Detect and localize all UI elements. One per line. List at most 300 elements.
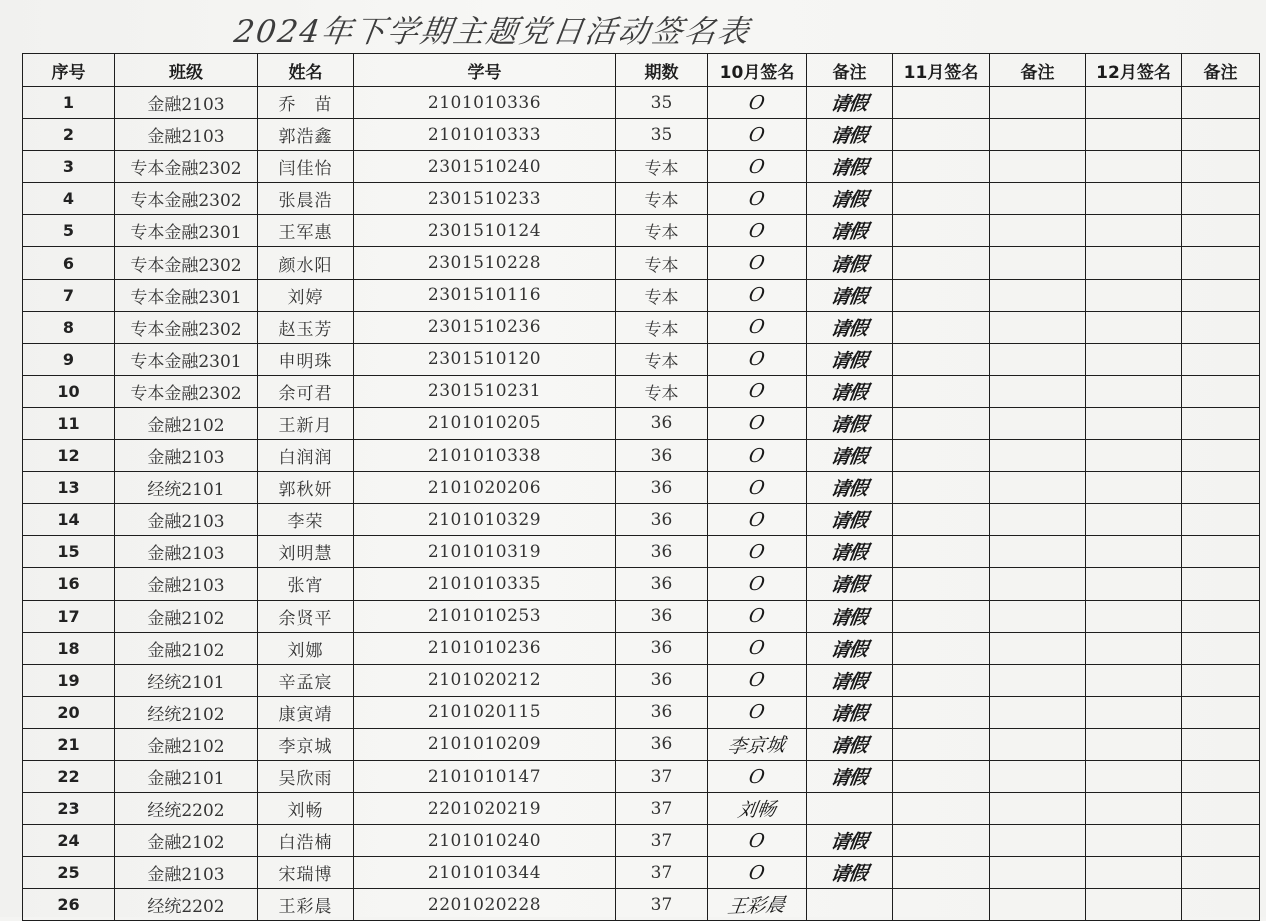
cell-dec-sign: [1086, 215, 1182, 247]
table-body: [23, 87, 1260, 921]
cell-class: 金融2102: [115, 825, 258, 857]
cell-dec-note: [1182, 215, 1260, 247]
cell-term: 37: [616, 857, 708, 889]
table-row: [23, 119, 1260, 151]
cell-seq: 19: [23, 664, 115, 696]
table-row: [23, 793, 1260, 825]
handwritten-signature: O: [747, 668, 767, 692]
cell-oct-sign: [708, 504, 807, 536]
cell-class: 经统2102: [115, 696, 258, 728]
cell-dec-sign: [1086, 536, 1182, 568]
cell-oct-note: [807, 215, 893, 247]
handwritten-note: 请假: [829, 381, 869, 405]
cell-class: 金融2103: [115, 568, 258, 600]
cell-dec-sign: [1086, 87, 1182, 119]
cell-dec-note: [1182, 87, 1260, 119]
handwritten-signature: O: [747, 91, 767, 114]
cell-student-id: 2301510240: [354, 151, 616, 183]
cell-nov-note: [990, 889, 1086, 921]
cell-oct-sign: [708, 728, 807, 760]
cell-oct-note: [807, 279, 893, 311]
handwritten-note: 请假: [829, 252, 869, 277]
handwritten-signature: O: [747, 701, 767, 724]
cell-nov-note: [990, 664, 1086, 696]
cell-name: 乔 苗: [258, 87, 354, 119]
cell-dec-sign: [1086, 279, 1182, 311]
cell-name: 刘娜: [258, 632, 354, 664]
cell-nov-note: [990, 215, 1086, 247]
cell-student-id: 2101020115: [354, 696, 616, 728]
handwritten-note: 请假: [829, 830, 869, 854]
cell-nov-sign: [893, 472, 990, 504]
handwritten-signature: O: [747, 636, 767, 660]
cell-oct-sign: [708, 857, 807, 889]
cell-dec-note: [1182, 600, 1260, 632]
cell-dec-note: [1182, 889, 1260, 921]
header-dec-note: 备注: [1182, 54, 1260, 87]
cell-dec-note: [1182, 183, 1260, 215]
cell-class: 金融2103: [115, 440, 258, 472]
handwritten-signature: O: [747, 412, 767, 435]
cell-nov-sign: [893, 279, 990, 311]
cell-dec-sign: [1086, 375, 1182, 407]
cell-oct-sign: [708, 247, 807, 279]
cell-oct-note: [807, 825, 893, 857]
handwritten-note: 请假: [829, 445, 869, 469]
cell-dec-note: [1182, 632, 1260, 664]
cell-term: 专本: [616, 343, 708, 375]
cell-seq: 21: [23, 728, 115, 760]
cell-name: 刘明慧: [258, 536, 354, 568]
cell-name: 张晨浩: [258, 183, 354, 215]
table-row: [23, 247, 1260, 279]
cell-oct-sign: [708, 151, 807, 183]
cell-dec-sign: [1086, 343, 1182, 375]
table-row: [23, 472, 1260, 504]
cell-dec-note: [1182, 728, 1260, 760]
cell-nov-sign: [893, 632, 990, 664]
cell-term: 专本: [616, 151, 708, 183]
cell-seq: 3: [23, 151, 115, 183]
handwritten-signature: O: [747, 380, 767, 403]
cell-seq: 4: [23, 183, 115, 215]
cell-seq: 7: [23, 279, 115, 311]
cell-class: 金融2102: [115, 632, 258, 664]
cell-nov-sign: [893, 600, 990, 632]
handwritten-note: 请假: [829, 638, 869, 662]
table-row: [23, 440, 1260, 472]
cell-nov-sign: [893, 183, 990, 215]
cell-nov-sign: [893, 825, 990, 857]
cell-oct-sign: [708, 472, 807, 504]
handwritten-note: 请假: [829, 573, 869, 598]
table-row: [23, 696, 1260, 728]
cell-dec-sign: [1086, 760, 1182, 792]
cell-seq: 8: [23, 311, 115, 343]
table-row: [23, 151, 1260, 183]
cell-seq: 11: [23, 407, 115, 439]
cell-nov-sign: [893, 311, 990, 343]
cell-term: 36: [616, 440, 708, 472]
cell-student-id: 2101010335: [354, 568, 616, 600]
handwritten-note: 请假: [829, 124, 869, 148]
cell-oct-note: [807, 857, 893, 889]
cell-oct-sign: [708, 632, 807, 664]
handwritten-signature: O: [747, 604, 767, 628]
cell-student-id: 2301510233: [354, 183, 616, 215]
cell-nov-sign: [893, 760, 990, 792]
cell-dec-sign: [1086, 247, 1182, 279]
handwritten-note: 请假: [829, 862, 869, 886]
cell-seq: 14: [23, 504, 115, 536]
cell-class: 经统2202: [115, 793, 258, 825]
cell-name: 郭浩鑫: [258, 119, 354, 151]
cell-term: 36: [616, 632, 708, 664]
handwritten-signature: O: [747, 348, 767, 371]
cell-dec-sign: [1086, 504, 1182, 536]
cell-nov-sign: [893, 375, 990, 407]
cell-student-id: 2301510116: [354, 279, 616, 311]
handwritten-signature: O: [747, 572, 767, 596]
cell-dec-sign: [1086, 183, 1182, 215]
cell-oct-sign: [708, 760, 807, 792]
cell-name: 康寅靖: [258, 696, 354, 728]
cell-name: 宋瑞博: [258, 857, 354, 889]
cell-class: 金融2102: [115, 728, 258, 760]
cell-student-id: 2301510228: [354, 247, 616, 279]
cell-seq: 9: [23, 343, 115, 375]
cell-oct-sign: [708, 536, 807, 568]
cell-seq: 25: [23, 857, 115, 889]
cell-term: 36: [616, 600, 708, 632]
cell-nov-note: [990, 440, 1086, 472]
header-dec-sign: 12月签名: [1086, 54, 1182, 87]
header-row: [23, 54, 1260, 87]
cell-dec-note: [1182, 793, 1260, 825]
cell-oct-sign: [708, 119, 807, 151]
cell-name: 辛孟宸: [258, 664, 354, 696]
cell-oct-note: [807, 728, 893, 760]
handwritten-note: 请假: [829, 766, 869, 790]
cell-term: 专本: [616, 311, 708, 343]
cell-name: 余贤平: [258, 600, 354, 632]
cell-oct-note: [807, 600, 893, 632]
cell-dec-sign: [1086, 600, 1182, 632]
sheet-title: 2024年下学期主题党日活动签名表: [231, 14, 753, 50]
table-row: [23, 311, 1260, 343]
cell-class: 专本金融2301: [115, 279, 258, 311]
header-student-id: 学号: [354, 54, 616, 87]
cell-dec-sign: [1086, 407, 1182, 439]
cell-name: 李荣: [258, 504, 354, 536]
table-row: [23, 343, 1260, 375]
cell-nov-sign: [893, 151, 990, 183]
cell-oct-sign: [708, 215, 807, 247]
cell-term: 35: [616, 119, 708, 151]
cell-term: 专本: [616, 247, 708, 279]
table-row: [23, 857, 1260, 889]
cell-oct-note: [807, 151, 893, 183]
cell-nov-note: [990, 151, 1086, 183]
cell-nov-note: [990, 696, 1086, 728]
cell-oct-note: [807, 440, 893, 472]
cell-dec-note: [1182, 151, 1260, 183]
handwritten-note: 请假: [829, 413, 869, 437]
cell-class: 金融2103: [115, 87, 258, 119]
cell-dec-sign: [1086, 825, 1182, 857]
cell-student-id: 2101010253: [354, 600, 616, 632]
table-row: [23, 728, 1260, 760]
cell-class: 专本金融2302: [115, 151, 258, 183]
cell-student-id: 2101010240: [354, 825, 616, 857]
cell-oct-note: [807, 793, 893, 825]
cell-dec-sign: [1086, 632, 1182, 664]
signature-table: [22, 53, 1260, 921]
cell-student-id: 2101010338: [354, 440, 616, 472]
cell-nov-note: [990, 375, 1086, 407]
cell-nov-note: [990, 632, 1086, 664]
handwritten-note: 请假: [829, 509, 869, 533]
cell-student-id: 2101010333: [354, 119, 616, 151]
header-oct-note: 备注: [807, 54, 893, 87]
handwritten-note: 请假: [829, 220, 869, 245]
cell-class: 专本金融2302: [115, 311, 258, 343]
cell-nov-sign: [893, 889, 990, 921]
cell-nov-sign: [893, 87, 990, 119]
cell-nov-sign: [893, 568, 990, 600]
cell-student-id: 2301510236: [354, 311, 616, 343]
cell-dec-note: [1182, 760, 1260, 792]
cell-oct-note: [807, 568, 893, 600]
cell-oct-note: [807, 504, 893, 536]
cell-class: 金融2102: [115, 407, 258, 439]
cell-oct-note: [807, 343, 893, 375]
cell-nov-sign: [893, 407, 990, 439]
cell-oct-sign: [708, 664, 807, 696]
cell-name: 白润润: [258, 440, 354, 472]
cell-name: 申明珠: [258, 343, 354, 375]
cell-dec-sign: [1086, 119, 1182, 151]
handwritten-note: 请假: [829, 477, 869, 501]
cell-term: 35: [616, 87, 708, 119]
cell-class: 金融2103: [115, 857, 258, 889]
cell-dec-note: [1182, 696, 1260, 728]
cell-nov-sign: [893, 504, 990, 536]
cell-class: 金融2103: [115, 119, 258, 151]
header-nov-sign: 11月签名: [893, 54, 990, 87]
cell-oct-note: [807, 87, 893, 119]
cell-term: 36: [616, 568, 708, 600]
cell-seq: 16: [23, 568, 115, 600]
handwritten-signature: O: [747, 187, 767, 211]
cell-seq: 17: [23, 600, 115, 632]
cell-class: 金融2102: [115, 600, 258, 632]
cell-dec-note: [1182, 536, 1260, 568]
cell-oct-sign: [708, 279, 807, 311]
cell-dec-sign: [1086, 696, 1182, 728]
cell-dec-note: [1182, 472, 1260, 504]
table-row: [23, 825, 1260, 857]
handwritten-signature: O: [747, 315, 767, 339]
cell-oct-note: [807, 183, 893, 215]
cell-dec-note: [1182, 311, 1260, 343]
cell-dec-sign: [1086, 472, 1182, 504]
cell-oct-note: [807, 247, 893, 279]
cell-name: 闫佳怡: [258, 151, 354, 183]
cell-term: 专本: [616, 215, 708, 247]
cell-seq: 6: [23, 247, 115, 279]
cell-term: 36: [616, 536, 708, 568]
cell-nov-note: [990, 407, 1086, 439]
cell-dec-note: [1182, 440, 1260, 472]
cell-nov-note: [990, 183, 1086, 215]
cell-student-id: 2201020228: [354, 889, 616, 921]
handwritten-signature: O: [747, 508, 767, 532]
cell-oct-note: [807, 375, 893, 407]
cell-name: 颜水阳: [258, 247, 354, 279]
handwritten-note: 请假: [829, 349, 869, 373]
handwritten-note: 请假: [829, 284, 869, 309]
cell-nov-sign: [893, 119, 990, 151]
table-row: [23, 568, 1260, 600]
table-row: [23, 760, 1260, 792]
cell-dec-sign: [1086, 440, 1182, 472]
cell-oct-sign: [708, 407, 807, 439]
header-nov-note: 备注: [990, 54, 1086, 87]
cell-student-id: 2101010236: [354, 632, 616, 664]
table-row: [23, 536, 1260, 568]
cell-nov-sign: [893, 536, 990, 568]
cell-nov-note: [990, 536, 1086, 568]
cell-oct-note: [807, 407, 893, 439]
cell-name: 王军惠: [258, 215, 354, 247]
handwritten-note: 请假: [829, 605, 869, 630]
cell-class: 金融2101: [115, 760, 258, 792]
cell-dec-sign: [1086, 664, 1182, 696]
handwritten-note: 请假: [829, 188, 869, 212]
cell-student-id: 2201020219: [354, 793, 616, 825]
cell-class: 专本金融2301: [115, 343, 258, 375]
cell-oct-note: [807, 472, 893, 504]
cell-name: 刘婷: [258, 279, 354, 311]
cell-term: 36: [616, 407, 708, 439]
table-row: [23, 183, 1260, 215]
header-term: 期数: [616, 54, 708, 87]
cell-dec-sign: [1086, 311, 1182, 343]
cell-oct-note: [807, 664, 893, 696]
cell-nov-sign: [893, 664, 990, 696]
cell-student-id: 2101020206: [354, 472, 616, 504]
cell-dec-sign: [1086, 568, 1182, 600]
cell-nov-note: [990, 87, 1086, 119]
handwritten-signature: O: [747, 155, 767, 178]
cell-class: 经统2101: [115, 472, 258, 504]
handwritten-note: 请假: [829, 92, 869, 116]
cell-student-id: 2101010209: [354, 728, 616, 760]
handwritten-note: 请假: [829, 734, 869, 758]
cell-oct-note: [807, 889, 893, 921]
cell-name: 白浩楠: [258, 825, 354, 857]
header-oct-sign: 10月签名: [708, 54, 807, 87]
cell-term: 36: [616, 504, 708, 536]
table-row: [23, 407, 1260, 439]
cell-dec-note: [1182, 375, 1260, 407]
table-row: [23, 504, 1260, 536]
cell-oct-sign: [708, 87, 807, 119]
cell-nov-sign: [893, 247, 990, 279]
cell-nov-note: [990, 311, 1086, 343]
cell-dec-sign: [1086, 889, 1182, 921]
cell-dec-note: [1182, 568, 1260, 600]
cell-nov-note: [990, 279, 1086, 311]
handwritten-signature: O: [747, 765, 767, 788]
table-row: [23, 600, 1260, 632]
handwritten-signature: O: [747, 540, 767, 564]
cell-oct-sign: [708, 183, 807, 215]
cell-dec-note: [1182, 664, 1260, 696]
cell-name: 吴欣雨: [258, 760, 354, 792]
cell-oct-sign: [708, 343, 807, 375]
cell-oct-sign: [708, 440, 807, 472]
cell-dec-note: [1182, 857, 1260, 889]
table-row: [23, 889, 1260, 921]
cell-student-id: 2101010205: [354, 407, 616, 439]
cell-dec-note: [1182, 407, 1260, 439]
cell-nov-note: [990, 793, 1086, 825]
cell-nov-sign: [893, 793, 990, 825]
cell-seq: 15: [23, 536, 115, 568]
cell-class: 金融2103: [115, 504, 258, 536]
cell-name: 郭秋妍: [258, 472, 354, 504]
handwritten-signature: O: [747, 476, 767, 499]
cell-term: 37: [616, 825, 708, 857]
handwritten-signature: O: [747, 283, 767, 307]
cell-oct-note: [807, 696, 893, 728]
cell-nov-sign: [893, 440, 990, 472]
cell-class: 专本金融2302: [115, 375, 258, 407]
handwritten-signature: O: [747, 861, 767, 885]
handwritten-signature: O: [747, 219, 767, 243]
cell-term: 36: [616, 472, 708, 504]
cell-dec-sign: [1086, 857, 1182, 889]
handwritten-signature: O: [747, 829, 767, 852]
cell-dec-note: [1182, 279, 1260, 311]
cell-student-id: 2101010344: [354, 857, 616, 889]
cell-oct-note: [807, 536, 893, 568]
cell-student-id: 2301510124: [354, 215, 616, 247]
handwritten-note: 请假: [829, 156, 869, 180]
cell-nov-note: [990, 247, 1086, 279]
cell-student-id: 2301510231: [354, 375, 616, 407]
handwritten-signature: 刘畅: [736, 798, 778, 822]
cell-class: 经统2202: [115, 889, 258, 921]
cell-nov-sign: [893, 215, 990, 247]
cell-nov-note: [990, 825, 1086, 857]
cell-nov-note: [990, 600, 1086, 632]
cell-nov-note: [990, 857, 1086, 889]
cell-dec-note: [1182, 504, 1260, 536]
cell-nov-sign: [893, 696, 990, 728]
cell-name: 李京城: [258, 728, 354, 760]
cell-oct-sign: [708, 311, 807, 343]
cell-nov-note: [990, 504, 1086, 536]
handwritten-signature: O: [747, 123, 767, 146]
cell-name: 赵玉芳: [258, 311, 354, 343]
cell-seq: 5: [23, 215, 115, 247]
cell-seq: 24: [23, 825, 115, 857]
handwritten-note: 请假: [829, 670, 869, 694]
cell-nov-note: [990, 760, 1086, 792]
